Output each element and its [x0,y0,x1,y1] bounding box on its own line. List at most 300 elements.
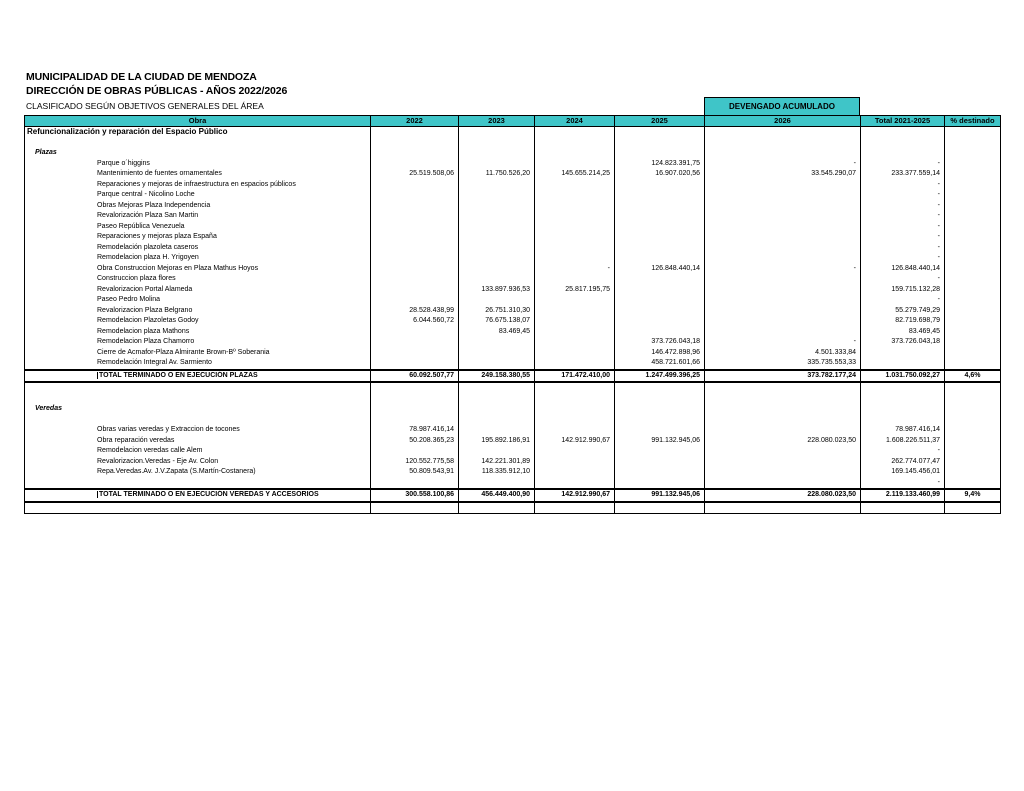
cell-y2024: 25.817.195,75 [535,285,615,296]
cell-y2022 [371,190,459,201]
col-total: Total 2021-2025 [861,116,945,127]
cell-y2022 [371,264,459,275]
empty-cell [459,148,535,159]
cell-total: 159.715.132,28 [861,285,945,296]
empty-cell [861,127,945,138]
table-row [25,285,1001,296]
cell-total [861,348,945,359]
cell-total: - [861,201,945,212]
cell-y2023 [459,274,535,285]
cell-y2026: - [705,264,861,275]
cell-pct [945,232,1001,243]
cell-y2022 [371,253,459,264]
cell-total: - [861,222,945,233]
cell-y2026: 33.545.290,07 [705,169,861,180]
empty-cell [535,394,615,405]
table-row [25,478,1001,490]
cell-y2024 [535,253,615,264]
cell-y2025 [615,253,705,264]
cell-y2022 [371,274,459,285]
cell-y2024 [535,211,615,222]
cell-y2026: 4.501.333,84 [705,348,861,359]
cell-y2025 [615,425,705,436]
table-row [25,190,1001,201]
table-row [25,425,1001,436]
cell-y2026 [705,446,861,457]
cell-y2025: 458.721.601,66 [615,358,705,370]
cell-y2025 [615,222,705,233]
empty-cell [705,127,861,138]
cell-y2024 [535,446,615,457]
table-row [25,264,1001,275]
cell-y2023 [459,337,535,348]
cell-y2023 [459,358,535,370]
cell-pct [945,264,1001,275]
cell-total: - [861,478,945,490]
empty-cell [705,394,861,405]
cell-y2023: 195.892.186,91 [459,436,535,447]
table-row [25,327,1001,338]
spacer-row [25,382,1001,394]
cell-total: 233.377.559,14 [861,169,945,180]
cell-y2025 [615,457,705,468]
cell-y2024: 145.655.214,25 [535,169,615,180]
cell-y2023 [459,264,535,275]
cell-pct [945,467,1001,478]
cell-obra: Parque o´higgins [25,159,371,170]
cell-y2023 [459,180,535,191]
cell-total: 78.987.416,14 [861,425,945,436]
cell-obra: Reparaciones y mejoras de infraestructura en espacios públicos [25,180,371,191]
empty-cell [459,382,535,394]
cell-total: - [861,243,945,254]
cell-pct [945,337,1001,348]
cell-y2026 [705,457,861,468]
cell-obra: Remodelacion veredas calle Alem [25,446,371,457]
cell-y2026 [705,180,861,191]
cell-total: 126.848.440,14 [861,264,945,275]
empty-cell [535,415,615,426]
cell-y2026 [705,274,861,285]
cell-y2022: 50.208.365,23 [371,436,459,447]
spacer-row [25,415,1001,426]
cell-y2023 [459,159,535,170]
empty-cell [705,382,861,394]
empty-cell [861,502,945,514]
cell-pct [945,180,1001,191]
cell-y2023 [459,478,535,490]
empty-cell [705,148,861,159]
empty-cell [459,127,535,138]
cell-y2024 [535,243,615,254]
cell-y2024 [535,180,615,191]
cell-y2022 [371,243,459,254]
empty-cell [705,415,861,426]
cell-pct [945,159,1001,170]
cell-obra: Remodelacion plaza Mathons [25,327,371,338]
cell-y2025 [615,446,705,457]
total-total: 1.031.750.092,27 [861,370,945,383]
empty-cell [615,138,705,149]
cell-y2022 [371,358,459,370]
cell-y2026 [705,327,861,338]
empty-cell [861,138,945,149]
table-row [25,274,1001,285]
table-body [25,127,1001,514]
cell-y2024 [535,222,615,233]
cell-pct [945,295,1001,306]
cell-y2025 [615,180,705,191]
cell-y2024 [535,274,615,285]
cell-obra: Paseo Pedro Molina [25,295,371,306]
cell-y2025 [615,232,705,243]
cell-obra: Repa.Veredas.Av. J.V.Zapata (S.Martín-Costanera) [25,467,371,478]
cell-y2024 [535,478,615,490]
cell-y2025 [615,211,705,222]
cell-y2026 [705,478,861,490]
cell-y2025: 146.472.898,96 [615,348,705,359]
total-obra [25,370,371,383]
cell-y2024 [535,306,615,317]
total-pct: 4,6% [945,370,1001,383]
cell-y2024 [535,337,615,348]
total-y2023: 249.158.380,55 [459,370,535,383]
cell-y2023 [459,232,535,243]
table-row [25,201,1001,212]
cell-y2023: 11.750.526,20 [459,169,535,180]
empty-cell [371,404,459,415]
cell-y2023 [459,211,535,222]
works-table [24,115,1001,514]
cell-y2023 [459,243,535,254]
cell-y2025 [615,295,705,306]
total-y2026: 228.080.023,50 [705,489,861,502]
cell-total: - [861,211,945,222]
empty-cell [945,394,1001,405]
empty-cell [535,502,615,514]
cell-y2022 [371,446,459,457]
empty-cell [371,394,459,405]
cell-y2023 [459,446,535,457]
cell-total: - [861,274,945,285]
total-y2026: 373.782.177,24 [705,370,861,383]
empty-cell [459,394,535,405]
cell-y2024 [535,201,615,212]
cell-obra: Obras varias veredas y Extraccion de tocones [25,425,371,436]
cell-obra: Remodelación plazoleta caseros [25,243,371,254]
cell-y2026 [705,211,861,222]
empty-cell [705,138,861,149]
cell-y2024 [535,348,615,359]
cell-y2026 [705,190,861,201]
cell-y2025: 16.907.020,56 [615,169,705,180]
cell-total: 169.145.456,01 [861,467,945,478]
empty-cell [25,415,371,426]
cell-y2026 [705,467,861,478]
cell-y2025 [615,285,705,296]
total-y2025: 1.247.499.396,25 [615,370,705,383]
cell-y2026: 335.735.553,33 [705,358,861,370]
spacer-row [25,502,1001,514]
table-row [25,232,1001,243]
cell-total: 262.774.077,47 [861,457,945,468]
cell-y2024 [535,327,615,338]
empty-cell [615,394,705,405]
cell-obra: Reparaciones y mejoras plaza España [25,232,371,243]
cell-y2022: 6.044.560,72 [371,316,459,327]
cell-total: 373.726.043,18 [861,337,945,348]
cell-y2025: 373.726.043,18 [615,337,705,348]
table-row [25,358,1001,370]
cell-y2022 [371,478,459,490]
cell-y2022 [371,327,459,338]
cell-obra: Mantenimiento de fuentes ornamentales [25,169,371,180]
cell-y2026 [705,232,861,243]
total-pct: 9,4% [945,489,1001,502]
col-obra: Obra [25,116,371,127]
empty-cell [615,502,705,514]
empty-cell [861,415,945,426]
cell-y2024 [535,425,615,436]
table-row [25,169,1001,180]
empty-cell [615,415,705,426]
empty-cell [535,127,615,138]
table-row [25,295,1001,306]
cell-obra: Construccion plaza flores [25,274,371,285]
empty-cell [945,415,1001,426]
cell-y2025 [615,467,705,478]
total-y2024: 171.472.410,00 [535,370,615,383]
cell-y2024 [535,159,615,170]
col-pct: % destinado [945,116,1001,127]
cell-y2025: 126.848.440,14 [615,264,705,275]
empty-cell [945,382,1001,394]
cell-y2025: 124.823.391,75 [615,159,705,170]
cell-pct [945,446,1001,457]
header-row [25,116,1001,127]
cell-y2022 [371,337,459,348]
cell-pct [945,457,1001,468]
col-2025: 2025 [615,116,705,127]
table-row [25,243,1001,254]
report-title: MUNICIPALIDAD DE LA CIUDAD DE MENDOZA [26,71,257,83]
cell-y2023: 118.335.912,10 [459,467,535,478]
classification-label: CLASIFICADO SEGÚN OBJETIVOS GENERALES DEL ÁREA [26,101,264,111]
cell-pct [945,243,1001,254]
cell-total: 82.719.698,79 [861,316,945,327]
table-row [25,253,1001,264]
cell-total: - [861,253,945,264]
empty-cell [945,404,1001,415]
cell-pct [945,348,1001,359]
col-2022: 2022 [371,116,459,127]
empty-cell [459,502,535,514]
cell-y2026 [705,253,861,264]
veredas-group-row-label: Veredas [25,404,371,415]
table-row [25,222,1001,233]
cell-y2025 [615,190,705,201]
cell-y2022 [371,201,459,212]
total-label: TOTAL TERMINADO O EN EJECUCIÓN PLAZAS [99,371,258,379]
table-row [25,306,1001,317]
cell-obra: Revalorizacion.Veredas - Eje Av. Colon [25,457,371,468]
cell-y2023: 26.751.310,30 [459,306,535,317]
plazas-group-row [25,148,1001,159]
table-row [25,159,1001,170]
cell-total: - [861,446,945,457]
cell-obra: Obras Mejoras Plaza Independencia [25,201,371,212]
col-2023: 2023 [459,116,535,127]
cell-total [861,358,945,370]
cell-obra: Obra reparación veredas [25,436,371,447]
cell-total: - [861,295,945,306]
empty-cell [535,382,615,394]
cell-y2024 [535,295,615,306]
empty-cell [945,127,1001,138]
cell-obra [25,478,371,490]
report-subtitle: DIRECCIÓN DE OBRAS PÚBLICAS - AÑOS 2022/2026 [26,85,288,97]
cell-obra: Revalorización Plaza San Martin [25,211,371,222]
cell-y2022: 28.528.438,99 [371,306,459,317]
cell-y2025 [615,243,705,254]
cell-y2022 [371,285,459,296]
empty-cell [25,502,371,514]
cell-y2024: 142.912.990,67 [535,436,615,447]
cell-y2024 [535,467,615,478]
cell-y2023: 76.675.138,07 [459,316,535,327]
cell-y2022 [371,180,459,191]
cell-y2022 [371,159,459,170]
cell-y2026: - [705,337,861,348]
empty-cell [459,415,535,426]
cell-obra: Revalorizacion Portal Alameda [25,285,371,296]
cell-y2023 [459,348,535,359]
total-label: TOTAL TERMINADO O EN EJECUCIÓN VEREDAS Y ACCESORIOS [99,491,319,498]
devengado-header: DEVENGADO ACUMULADO [704,97,860,115]
empty-cell [861,148,945,159]
empty-cell [535,404,615,415]
cell-y2025 [615,306,705,317]
cell-total: - [861,159,945,170]
cell-y2025 [615,316,705,327]
table-row [25,180,1001,191]
cell-y2026 [705,285,861,296]
cell-pct [945,327,1001,338]
plazas-group-row-label: Plazas [25,148,371,159]
cell-total: - [861,190,945,201]
cell-y2022 [371,222,459,233]
empty-cell [371,138,459,149]
cell-y2025 [615,478,705,490]
cell-y2024 [535,358,615,370]
cell-y2026: - [705,159,861,170]
cell-pct [945,211,1001,222]
cell-pct [945,285,1001,296]
cell-y2026 [705,425,861,436]
cell-y2024 [535,190,615,201]
section-title-row-label: Refuncionalización y reparación del Espacio Público [25,127,371,138]
total-obra [25,489,371,502]
plazas-total-row [25,370,1001,383]
total-y2023: 456.449.400,90 [459,489,535,502]
cell-pct [945,306,1001,317]
cell-obra: Remodelacion Plaza Chamorro [25,337,371,348]
empty-cell [371,502,459,514]
veredas-group-row [25,404,1001,415]
veredas-total-row [25,489,1001,502]
cell-pct [945,425,1001,436]
empty-cell [861,394,945,405]
cell-obra: Obra Construccion Mejoras en Plaza Mathus Hoyos [25,264,371,275]
empty-cell [945,138,1001,149]
empty-cell [25,138,371,149]
empty-cell [615,148,705,159]
cell-y2023 [459,222,535,233]
empty-cell [535,148,615,159]
cell-y2024 [535,232,615,243]
empty-cell [371,382,459,394]
cell-y2026 [705,243,861,254]
empty-cell [615,127,705,138]
cell-y2023 [459,295,535,306]
cell-pct [945,316,1001,327]
spacer-row [25,394,1001,405]
cell-y2022 [371,211,459,222]
table-row [25,211,1001,222]
spacer-row [25,138,1001,149]
cell-y2026: 228.080.023,50 [705,436,861,447]
cell-pct [945,478,1001,490]
cell-y2023 [459,201,535,212]
empty-cell [459,404,535,415]
total-y2022: 60.092.507,77 [371,370,459,383]
cell-total: - [861,232,945,243]
cell-obra: Remodelacion Plazoletas Godoy [25,316,371,327]
cell-y2022 [371,232,459,243]
cell-y2026 [705,222,861,233]
cell-total: 55.279.749,29 [861,306,945,317]
table-row [25,316,1001,327]
cell-y2026 [705,316,861,327]
cell-y2024: - [535,264,615,275]
table-row [25,348,1001,359]
cell-total: - [861,180,945,191]
cell-y2026 [705,295,861,306]
cell-y2022: 50.809.543,91 [371,467,459,478]
empty-cell [705,502,861,514]
cell-y2025 [615,201,705,212]
cell-pct [945,358,1001,370]
cell-y2022: 25.519.508,06 [371,169,459,180]
empty-cell [25,382,371,394]
table-row [25,467,1001,478]
cell-y2023: 83.469,45 [459,327,535,338]
cell-y2023 [459,425,535,436]
section-title-row [25,127,1001,138]
empty-cell [945,148,1001,159]
cell-y2025 [615,327,705,338]
cell-y2025: 991.132.945,06 [615,436,705,447]
empty-cell [25,394,371,405]
cell-obra: Parque central - Nicolino Loche [25,190,371,201]
cell-total: 1.608.226.511,37 [861,436,945,447]
empty-cell [371,148,459,159]
empty-cell [705,404,861,415]
cell-pct [945,274,1001,285]
cell-y2022 [371,348,459,359]
cell-y2022: 78.987.416,14 [371,425,459,436]
cell-y2026 [705,201,861,212]
